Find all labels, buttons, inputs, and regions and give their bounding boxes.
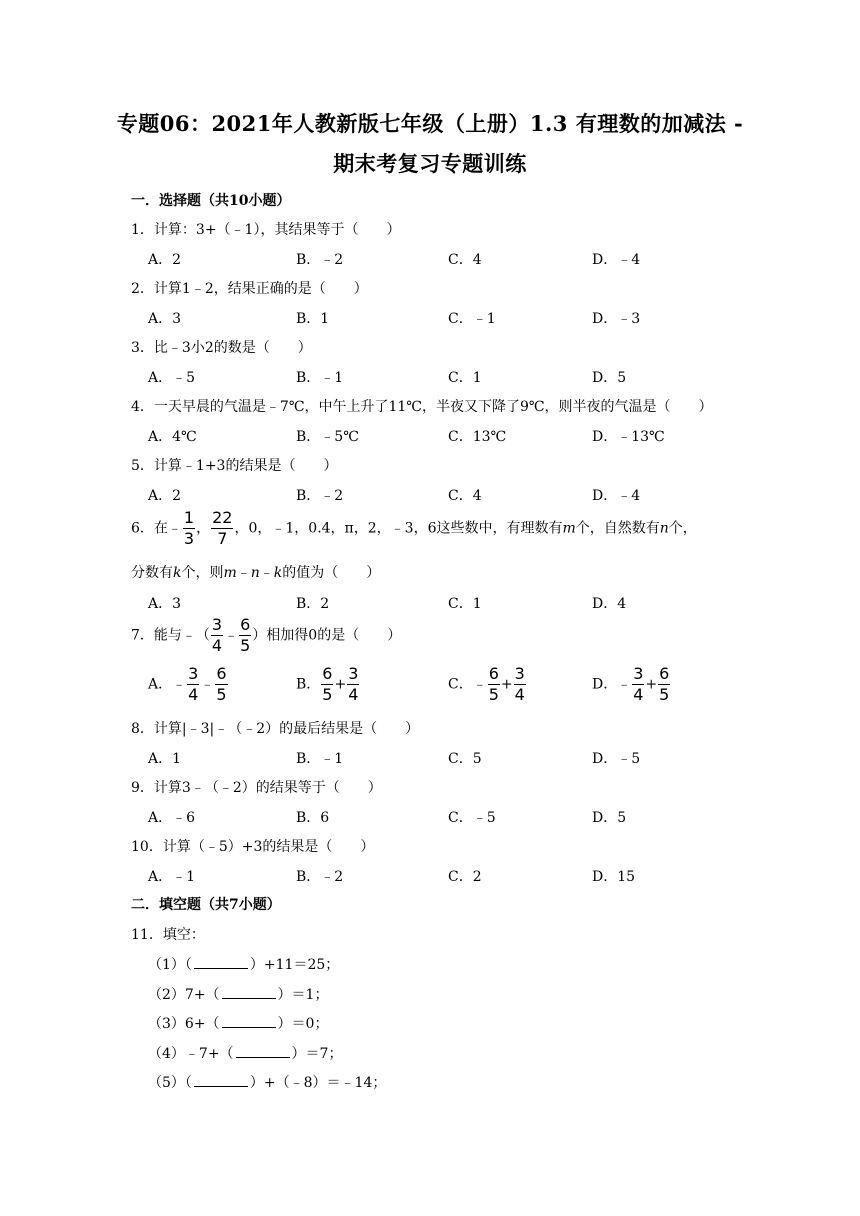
q1-option-b: B．﹣2 xyxy=(296,252,344,268)
answer-blank[interactable] xyxy=(236,1045,290,1058)
q6-prefix: 6．在﹣ xyxy=(131,520,182,537)
answer-blank[interactable] xyxy=(222,986,276,999)
var-n: n xyxy=(659,520,669,537)
question-4: 4．一天早晨的气温是﹣7℃，中午上升了11℃，半夜又下降了9℃，则半夜的气温是（ ） xyxy=(131,399,713,415)
answer-blank[interactable] xyxy=(194,956,248,969)
q11-line-4: （4）﹣7+（ ）＝7； xyxy=(148,1046,343,1062)
question-5: 5．计算﹣1+3的结果是（ ） xyxy=(131,458,338,474)
q4-option-c: C．13℃ xyxy=(448,429,507,445)
q3-option-b: B．﹣1 xyxy=(296,370,344,386)
question-7: 7．能与﹣（ $\frac{3}{4}$ ﹣ $\frac{6}{5}$ ）相加得0的是（ ） xyxy=(131,615,402,655)
q5-option-d: D．﹣4 xyxy=(592,488,641,504)
answer-blank[interactable] xyxy=(222,1015,276,1028)
title-line-1: 专题06：2021年人教新版七年级（上册）1.3 有理数的加减法 - xyxy=(116,111,744,136)
q10-option-c: C．2 xyxy=(448,869,482,885)
q2-option-c: C．﹣1 xyxy=(448,311,496,327)
q6-option-a: A．3 xyxy=(148,596,182,612)
q11-line-1: （1）（ ）+11＝25； xyxy=(148,957,340,973)
q4-option-b: B．﹣5℃ xyxy=(296,429,359,445)
q1-option-a: A．2 xyxy=(148,252,182,268)
q11-line-2: （2）7+（ ）＝1； xyxy=(148,987,329,1003)
fraction-22-7: $\frac{22}{7}$ xyxy=(212,508,233,548)
q6-option-b: B．2 xyxy=(296,596,330,612)
q7-option-c: C．﹣ $\frac{6}{5}$ + $\frac{3}{4}$ xyxy=(448,664,525,704)
q9-option-c: C．﹣5 xyxy=(448,810,496,826)
title-line-2: 期末考复习专题训练 xyxy=(333,151,527,176)
q8-option-d: D．﹣5 xyxy=(592,751,641,767)
q1-option-d: D．﹣4 xyxy=(592,252,641,268)
q3-option-d: D．5 xyxy=(592,370,627,386)
fraction-one-third: $\frac{1}{3}$ xyxy=(183,508,195,548)
q7-option-d: D．﹣ $\frac{3}{4}$ + $\frac{6}{5}$ xyxy=(592,664,670,704)
q2-option-b: B．1 xyxy=(296,311,330,327)
question-8: 8．计算|﹣3|﹣（﹣2）的最后结果是（ ） xyxy=(131,721,420,737)
q7-option-b: B． $\frac{6}{5}$ + $\frac{3}{4}$ xyxy=(296,664,359,704)
q9-option-d: D．5 xyxy=(592,810,627,826)
question-6-line-1: 6．在﹣ $\frac{1}{3}$ ， $\frac{22}{7}$ ，0，﹣1，0.4，π，2，﹣3，6这些数中，有理数有m个，自然数有n个， xyxy=(131,508,697,548)
q6-separator: ， xyxy=(196,520,211,537)
q11-line-3: （3）6+（ ）＝0； xyxy=(148,1016,329,1032)
q3-option-c: C．1 xyxy=(448,370,482,386)
var-m: m xyxy=(562,520,576,537)
q8-option-a: A．1 xyxy=(148,751,182,767)
q11-line-5: （5）（ ）+（﹣8）＝﹣14； xyxy=(148,1075,387,1091)
question-3: 3．比﹣3小2的数是（ ） xyxy=(131,340,312,356)
q5-option-c: C．4 xyxy=(448,488,482,504)
q4-option-a: A．4℃ xyxy=(148,429,197,445)
q1-option-c: C．4 xyxy=(448,252,482,268)
q4-option-d: D．﹣13℃ xyxy=(592,429,665,445)
fraction-3-4: $\frac{3}{4}$ xyxy=(211,615,223,655)
q6-option-c: C．1 xyxy=(448,596,482,612)
q10-option-a: A．﹣1 xyxy=(148,869,196,885)
question-2: 2．计算1﹣2，结果正确的是（ ） xyxy=(131,281,368,297)
var-k: k xyxy=(173,565,182,581)
q9-option-b: B．6 xyxy=(296,810,330,826)
q10-option-b: B．﹣2 xyxy=(296,869,344,885)
q2-option-d: D．﹣3 xyxy=(592,311,641,327)
q10-option-d: D．15 xyxy=(592,869,636,885)
section-fill-heading: 二．填空题（共7小题） xyxy=(131,897,281,913)
q9-option-a: A．﹣6 xyxy=(148,810,196,826)
fraction-6-5: $\frac{6}{5}$ xyxy=(240,615,251,655)
question-10: 10．计算（﹣5）+3的结果是（ ） xyxy=(131,839,375,855)
question-11: 11．填空： xyxy=(131,927,205,943)
q5-option-b: B．﹣2 xyxy=(296,488,344,504)
q2-option-a: A．3 xyxy=(148,311,182,327)
question-9: 9．计算3﹣（﹣2）的结果等于（ ） xyxy=(131,780,382,796)
q8-option-c: C．5 xyxy=(448,751,482,767)
q5-option-a: A．2 xyxy=(148,488,182,504)
answer-blank[interactable] xyxy=(194,1074,248,1087)
q6-option-d: D．4 xyxy=(592,596,627,612)
q8-option-b: B．﹣1 xyxy=(296,751,344,767)
question-1: 1．计算：3+（﹣1），其结果等于（ ） xyxy=(131,222,401,238)
section-choice-heading: 一．选择题（共10小题） xyxy=(131,193,291,209)
question-6-line-2: 分数有k个，则m﹣n﹣k的值为（ ） xyxy=(131,565,381,581)
q3-option-a: A．﹣5 xyxy=(148,370,196,386)
q7-option-a: A．﹣ $\frac{3}{4}$ ﹣ $\frac{6}{5}$ xyxy=(148,664,227,704)
